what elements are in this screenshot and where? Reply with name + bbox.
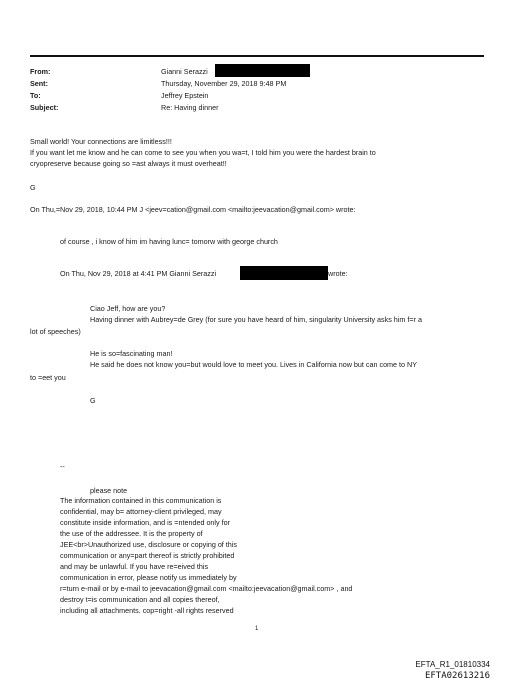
disclaimer-line: The information contained in this communication is <box>60 496 222 505</box>
disclaimer-title: please note <box>90 486 128 495</box>
sent-label: Sent: <box>30 79 48 88</box>
efta-id-primary: EFTA_R1_01810334 <box>415 660 490 669</box>
redaction-box <box>240 266 328 280</box>
quote-line: to =eet you <box>30 373 66 382</box>
body-line: cryopreserve because going so =ast always it must overheat!! <box>30 159 227 168</box>
quote-line: He said he does not know you=but would love to meet you. Lives in California now but can come to NY <box>90 360 418 369</box>
quote-line: Having dinner with Aubrey=de Grey (for sure you have heard of him, singularity University asks him f=r a <box>90 315 422 324</box>
body-line: If you want let me know and he can come to see you when you wa=t, I told him you were the hardest brain to <box>30 148 376 157</box>
disclaimer-line: destroy t=is communication and all copies thereof, <box>60 595 220 604</box>
disclaimer-line: confidential, may b= attorney-client privileged, may <box>60 507 222 516</box>
quote-text: of course , i know of him im having lunc= tomorw with george church <box>60 237 278 246</box>
body-line: Small world! Your connections are limitless!!! <box>30 137 172 146</box>
quote-line: lot of speeches) <box>30 327 81 336</box>
signature: G <box>90 396 96 405</box>
disclaimer-line: r=turn e-mail or by e-mail to jeevacation@gmail.com <mailto:jeevacation@gmail.com> , and <box>60 584 353 593</box>
from-value: Gianni Serazzi <box>161 67 208 76</box>
quote-header: wrote: <box>328 269 348 278</box>
from-label: From: <box>30 67 51 76</box>
disclaimer-line: constitute inside information, and is =ntended only for <box>60 518 231 527</box>
disclaimer-line: JEE<br>Unauthorized use, disclosure or copying of this <box>60 540 237 549</box>
quote-header: On Thu,=Nov 29, 2018, 10:44 PM J <jeev=cation@gmail.com <mailto:jeevacation@gmail.com> wrote: <box>30 205 356 214</box>
subject-value: Re: Having dinner <box>161 103 219 112</box>
page-number: 1 <box>255 626 259 632</box>
redaction-box <box>215 64 310 77</box>
disclaimer-line: including all attachments. cop=right -all rights reserved <box>60 606 234 615</box>
disclaimer-line: communication or any=part thereof is strictly prohibited <box>60 551 235 560</box>
disclaimer-line: communication in error, please notify us immediately by <box>60 573 237 582</box>
quote-line: He is so=fascinating man! <box>90 349 173 358</box>
disclaimer-line: and may be unlawful. If you have re=eived this <box>60 562 209 571</box>
to-label: To: <box>30 91 41 100</box>
signature: G <box>30 183 36 192</box>
disclaimer-line: the use of the addressee. It is the property of <box>60 529 203 538</box>
subject-label: Subject: <box>30 103 59 112</box>
to-value: Jeffrey Epstein <box>161 91 209 100</box>
efta-id-secondary: EFTA02613216 <box>424 671 490 681</box>
quote-line: Ciao Jeff, how are you? <box>90 304 166 313</box>
header-rule <box>30 55 484 57</box>
separator-dashes: -- <box>60 462 65 471</box>
quote-header: On Thu, Nov 29, 2018 at 4:41 PM Gianni Serazzi <box>60 269 217 278</box>
sent-value: Thursday, November 29, 2018 9:48 PM <box>161 79 287 88</box>
